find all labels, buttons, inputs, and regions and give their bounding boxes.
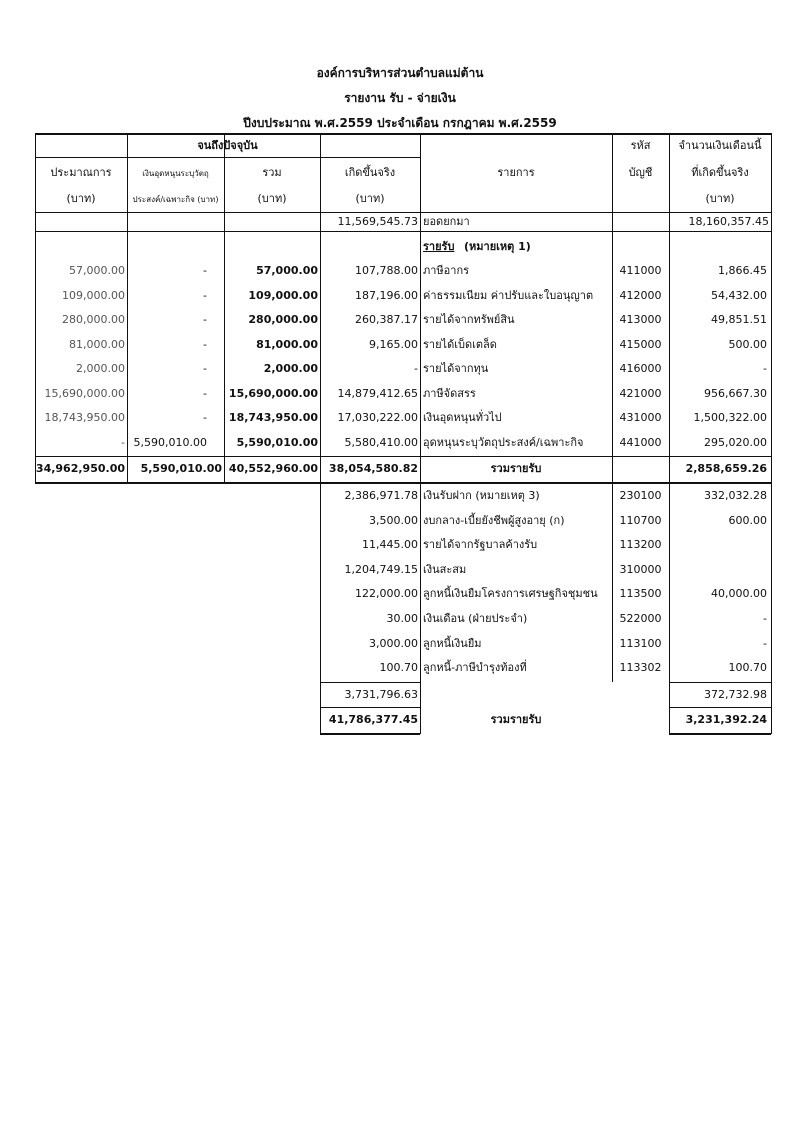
other-row-item: เงินเดือน (ฝ่ายประจำ) [423, 612, 528, 625]
column-border [35, 133, 36, 482]
row-month: 295,020.00 [704, 435, 767, 449]
other-row-code: 113200 [619, 538, 662, 552]
row-code: 421000 [619, 386, 662, 400]
column-border [320, 133, 321, 482]
row-month: 54,432.00 [711, 288, 767, 302]
other-row-actual: 3,500.00 [369, 513, 418, 527]
row-estimate: 57,000.00 [69, 264, 125, 277]
row-item: ภาษีจัดสรร [423, 386, 476, 400]
header-code2: บัญชี [628, 166, 653, 179]
brought-forward-month: 18,160,357.45 [688, 215, 769, 228]
other-row-actual: 3,000.00 [369, 636, 418, 650]
row-item: เงินอุดหนุนทั่วไป [423, 411, 502, 424]
row-code: 411000 [619, 264, 662, 277]
row-divider [35, 231, 771, 232]
other-row-item: ลูกหนี้-ภาษีบำรุงท้องที่ [423, 661, 527, 675]
grand-total-actual: 41,786,377.45 [328, 713, 418, 726]
other-row-actual: 122,000.00 [355, 587, 418, 601]
other-row-item: งบกลาง-เบี้ยยังชีพผู้สูงอายุ (ก) [423, 513, 565, 527]
row-item: รายได้จากทรัพย์สิน [423, 313, 515, 326]
total-total: 40,552,960.00 [228, 462, 318, 475]
report-period: ปีงบประมาณ พ.ศ.2559 ประจำเดือน กรกฎาคม พ.ศ.2559 [243, 116, 557, 130]
row-actual: 9,165.00 [369, 337, 418, 351]
row-month: 1,866.45 [718, 264, 767, 277]
row-code: 431000 [619, 411, 662, 424]
other-row-actual: 1,204,749.15 [344, 562, 418, 576]
other-row-code: 310000 [619, 562, 662, 576]
row-subsidy: - [203, 337, 207, 351]
row-actual: 187,196.00 [355, 288, 418, 302]
row-code: 413000 [619, 313, 662, 326]
row-estimate: 18,743,950.00 [44, 411, 125, 424]
total-line [669, 707, 771, 708]
other-row-month: 332,032.28 [704, 489, 767, 502]
other-row-code: 113302 [619, 661, 662, 675]
row-item: อุดหนุนระบุวัตถุประสงค์/เฉพาะกิจ [423, 435, 584, 449]
row-total: 109,000.00 [248, 288, 318, 302]
other-row-actual: 100.70 [379, 661, 418, 675]
row-month: 1,500,322.00 [693, 411, 767, 424]
other-row-code: 230100 [619, 489, 662, 502]
brought-forward-label: ยอดยกมา [423, 215, 470, 228]
grand-total-label: รวมรายรับ [490, 713, 542, 726]
header-item: รายการ [497, 166, 535, 179]
total-subsidy: 5,590,010.00 [140, 462, 222, 475]
other-row-month: 40,000.00 [711, 587, 767, 601]
row-item: ค่าธรรมเนียม ค่าปรับและใบอนุญาต [423, 288, 594, 302]
group-divider [35, 157, 420, 158]
total-underline [320, 733, 420, 735]
column-border [771, 482, 772, 734]
other-subtotal-actual: 3,731,796.63 [344, 688, 418, 701]
row-code: 412000 [619, 288, 662, 302]
row-subsidy: - [203, 411, 207, 424]
row-estimate: 280,000.00 [62, 313, 125, 326]
row-total: 18,743,950.00 [228, 411, 318, 424]
row-total: 81,000.00 [256, 337, 318, 351]
total-line [320, 707, 420, 708]
other-row-month: - [763, 636, 767, 650]
other-row-item: เงินสะสม [423, 562, 467, 576]
other-row-code: 522000 [619, 612, 662, 625]
row-month: 500.00 [728, 337, 767, 351]
row-code: 415000 [619, 337, 662, 351]
row-total: 15,690,000.00 [228, 386, 318, 400]
header-subsidy-unit: ประสงค์/เฉพาะกิจ (บาท) [132, 195, 219, 204]
row-total: 2,000.00 [263, 362, 318, 375]
header-actual: เกิดขึ้นจริง [344, 166, 396, 179]
row-estimate: 109,000.00 [62, 288, 125, 302]
row-actual: 260,387.17 [355, 313, 418, 326]
row-total: 280,000.00 [248, 313, 318, 326]
column-border [612, 133, 613, 482]
grand-total-month: 3,231,392.24 [685, 713, 767, 726]
column-border [771, 133, 772, 482]
header-subsidy: เงินอุดหนุนระบุวัตถุ [142, 169, 209, 178]
row-subsidy: - [203, 313, 207, 326]
column-border [420, 133, 421, 482]
other-row-item: ลูกหนี้เงินยืมโครงการเศรษฐกิจชุมชน [423, 587, 598, 601]
column-border [612, 482, 613, 682]
total-underline [669, 733, 771, 735]
revenue-heading: รายรับ [423, 240, 455, 253]
row-estimate: 81,000.00 [69, 337, 125, 351]
row-estimate: - [121, 435, 125, 449]
other-row-month: 100.70 [728, 661, 767, 675]
row-subsidy: - [203, 362, 207, 375]
row-subsidy: 5,590,010.00 [133, 435, 207, 449]
row-item: รายได้จากทุน [423, 362, 489, 375]
revenue-heading-note: (หมายเหตุ 1) [464, 240, 531, 253]
other-row-code: 110700 [619, 513, 662, 527]
other-row-code: 113100 [619, 636, 662, 650]
header-bottom-border [35, 212, 771, 213]
row-code: 441000 [619, 435, 662, 449]
row-actual: 17,030,222.00 [337, 411, 418, 424]
header-to-date: จนถึงปัจจุบัน [197, 139, 258, 152]
header-month-unit: (บาท) [705, 192, 735, 205]
row-actual: 5,580,410.00 [344, 435, 418, 449]
row-total: 57,000.00 [256, 264, 318, 277]
row-item: รายได้เบ็ดเตล็ด [423, 337, 497, 351]
header-estimate-unit: (บาท) [66, 192, 96, 205]
column-border [127, 133, 128, 482]
other-row-actual: 2,386,971.78 [344, 489, 418, 502]
row-month: 49,851.51 [711, 313, 767, 326]
other-row-actual: 30.00 [386, 612, 418, 625]
row-month: - [763, 362, 767, 375]
row-estimate: 15,690,000.00 [44, 386, 125, 400]
total-month: 2,858,659.26 [685, 462, 767, 475]
other-row-item: เงินรับฝาก (หมายเหตุ 3) [423, 489, 540, 502]
other-row-month: - [763, 612, 767, 625]
row-code: 416000 [619, 362, 662, 375]
header-month2: ที่เกิดขึ้นจริง [691, 166, 749, 179]
other-row-actual: 11,445.00 [362, 538, 418, 552]
table-top-border [35, 133, 771, 135]
column-border [224, 133, 225, 482]
header-actual-unit: (บาท) [355, 192, 385, 205]
table-bottom-border [35, 482, 771, 484]
subtotal-line [669, 682, 771, 683]
row-actual: 107,788.00 [355, 264, 418, 277]
row-total: 5,590,010.00 [236, 435, 318, 449]
row-divider [35, 456, 771, 457]
row-subsidy: - [203, 386, 207, 400]
row-estimate: 2,000.00 [76, 362, 125, 375]
header-code: รหัส [630, 139, 651, 152]
other-row-code: 113500 [619, 587, 662, 601]
row-subsidy: - [203, 264, 207, 277]
total-actual: 38,054,580.82 [328, 462, 418, 475]
row-actual: - [414, 362, 418, 375]
org-name: องค์การบริหารส่วนตำบลแม่ต้าน [316, 66, 484, 80]
brought-forward-actual: 11,569,545.73 [337, 215, 418, 228]
total-label: รวมรายรับ [490, 462, 542, 475]
other-row-month: 600.00 [728, 513, 767, 527]
header-total: รวม [262, 166, 282, 179]
other-subtotal-month: 372,732.98 [704, 688, 767, 701]
total-estimate: 34,962,950.00 [35, 462, 125, 475]
other-row-item: ลูกหนี้เงินยืม [423, 636, 482, 650]
header-month: จำนวนเงินเดือนนี้ [678, 139, 762, 152]
report-title: รายงาน รับ - จ่ายเงิน [344, 91, 456, 105]
header-total-unit: (บาท) [257, 192, 287, 205]
other-row-item: รายได้จากรัฐบาลค้างรับ [423, 538, 538, 552]
row-month: 956,667.30 [704, 386, 767, 400]
column-border [420, 482, 421, 734]
row-actual: 14,879,412.65 [337, 386, 418, 400]
row-item: ภาษีอากร [423, 264, 470, 277]
header-estimate: ประมาณการ [50, 166, 112, 179]
column-border [669, 133, 670, 482]
row-subsidy: - [203, 288, 207, 302]
subtotal-line [320, 682, 420, 683]
